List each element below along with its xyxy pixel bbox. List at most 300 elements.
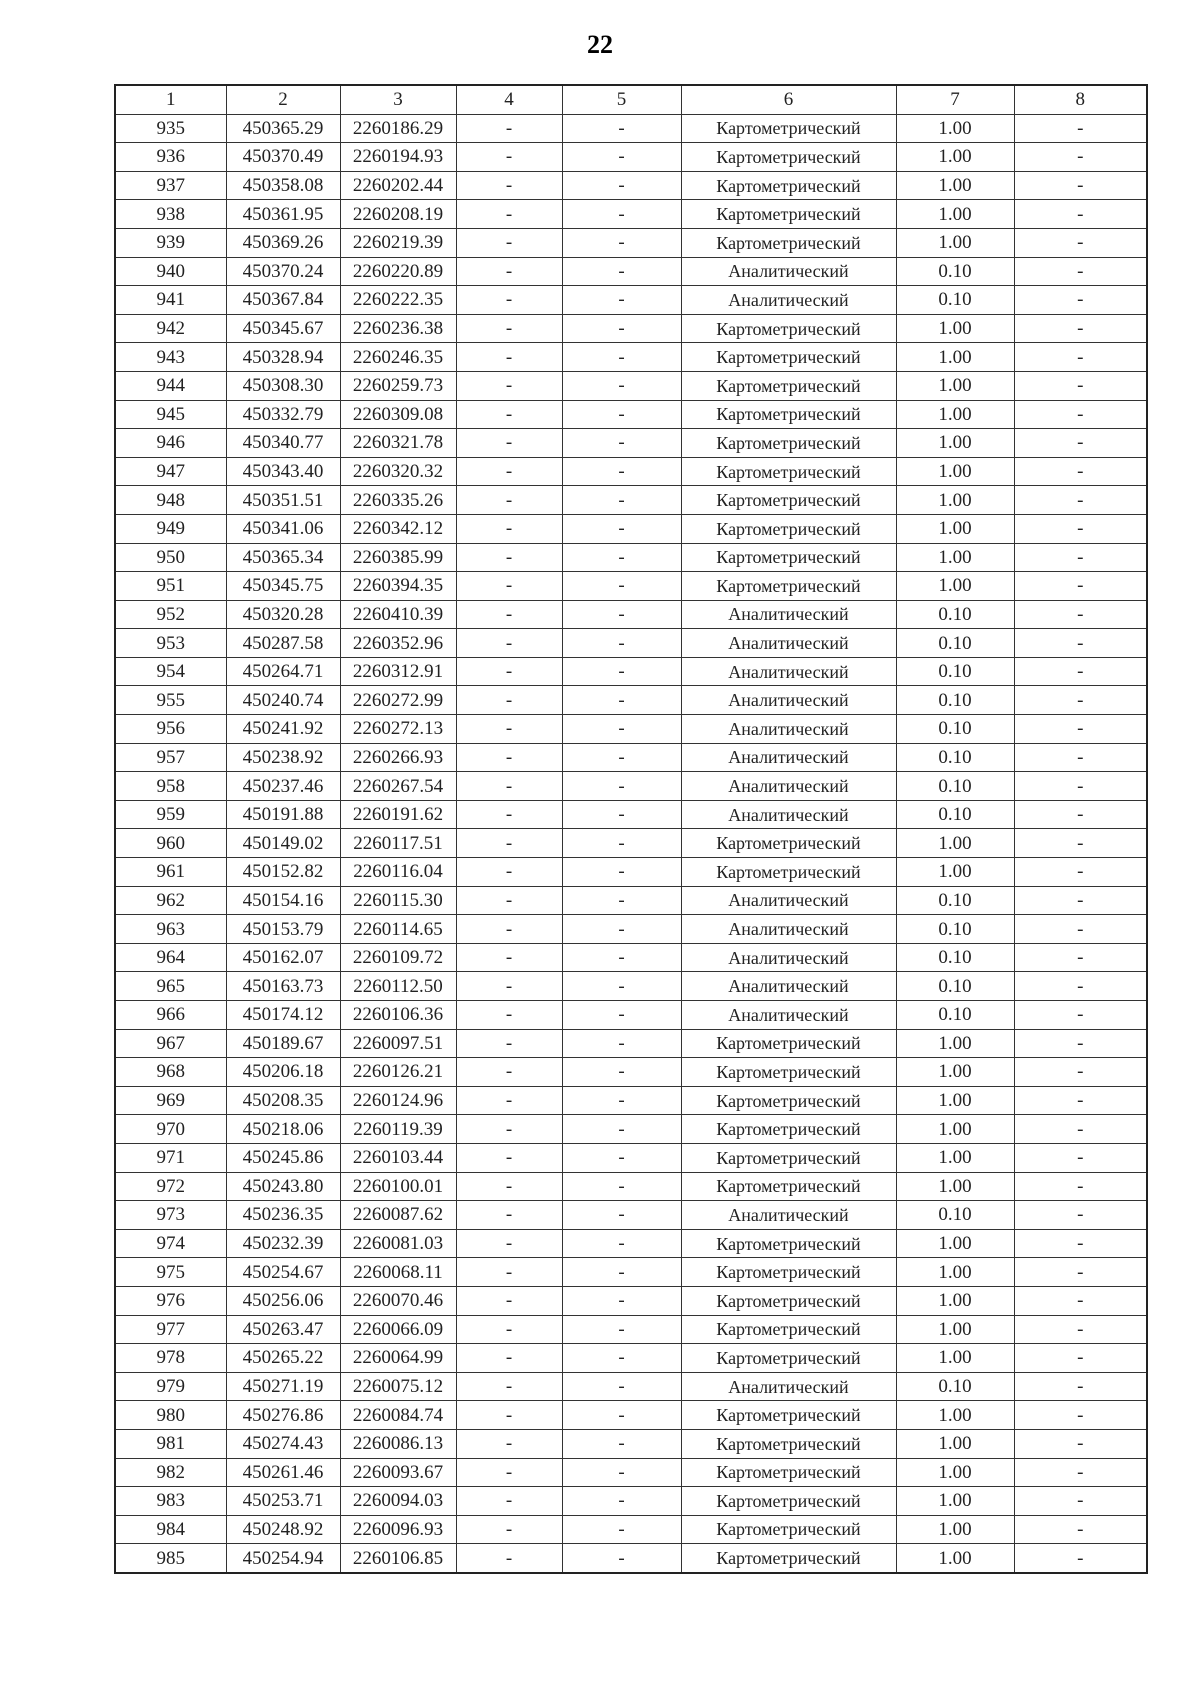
column-4-cell: - bbox=[456, 1258, 562, 1287]
point-number-cell: 957 bbox=[115, 743, 226, 772]
table-row bbox=[115, 1344, 1147, 1373]
accuracy-cell: 1.00 bbox=[896, 1229, 1014, 1258]
method-cell: Картометрический bbox=[681, 1258, 896, 1287]
method-cell: Картометрический bbox=[681, 400, 896, 429]
point-number-cell: 983 bbox=[115, 1487, 226, 1516]
point-number-cell: 976 bbox=[115, 1286, 226, 1315]
y-coordinate-cell: 2260096.93 bbox=[340, 1515, 456, 1544]
x-coordinate-cell: 450343.40 bbox=[226, 457, 340, 486]
accuracy-cell: 1.00 bbox=[896, 543, 1014, 572]
column-4-cell: - bbox=[456, 257, 562, 286]
column-5-cell: - bbox=[562, 1086, 681, 1115]
column-8-cell: - bbox=[1014, 1401, 1147, 1430]
column-4-cell: - bbox=[456, 629, 562, 658]
x-coordinate-cell: 450274.43 bbox=[226, 1429, 340, 1458]
method-cell: Картометрический bbox=[681, 1058, 896, 1087]
point-number-cell: 948 bbox=[115, 486, 226, 515]
column-5-cell: - bbox=[562, 772, 681, 801]
column-5-cell: - bbox=[562, 314, 681, 343]
x-coordinate-cell: 450361.95 bbox=[226, 200, 340, 229]
accuracy-cell: 1.00 bbox=[896, 200, 1014, 229]
column-5-cell: - bbox=[562, 429, 681, 458]
x-coordinate-cell: 450358.08 bbox=[226, 171, 340, 200]
x-coordinate-cell: 450236.35 bbox=[226, 1201, 340, 1230]
column-4-cell: - bbox=[456, 429, 562, 458]
y-coordinate-cell: 2260116.04 bbox=[340, 858, 456, 887]
column-4-cell: - bbox=[456, 600, 562, 629]
y-coordinate-cell: 2260309.08 bbox=[340, 400, 456, 429]
x-coordinate-cell: 450351.51 bbox=[226, 486, 340, 515]
point-number-cell: 980 bbox=[115, 1401, 226, 1430]
method-cell: Картометрический bbox=[681, 371, 896, 400]
method-cell: Аналитический bbox=[681, 1001, 896, 1030]
column-8-cell: - bbox=[1014, 800, 1147, 829]
column-5-cell: - bbox=[562, 171, 681, 200]
column-4-cell: - bbox=[456, 1172, 562, 1201]
point-number-cell: 963 bbox=[115, 915, 226, 944]
x-coordinate-cell: 450237.46 bbox=[226, 772, 340, 801]
point-number-cell: 965 bbox=[115, 972, 226, 1001]
column-4-cell: - bbox=[456, 371, 562, 400]
column-4-cell: - bbox=[456, 114, 562, 143]
point-number-cell: 955 bbox=[115, 686, 226, 715]
accuracy-cell: 0.10 bbox=[896, 657, 1014, 686]
point-number-cell: 979 bbox=[115, 1372, 226, 1401]
column-8-cell: - bbox=[1014, 257, 1147, 286]
y-coordinate-cell: 2260208.19 bbox=[340, 200, 456, 229]
table-row bbox=[115, 1086, 1147, 1115]
accuracy-cell: 1.00 bbox=[896, 514, 1014, 543]
method-cell: Картометрический bbox=[681, 1143, 896, 1172]
column-4-cell: - bbox=[456, 1544, 562, 1573]
column-5-cell: - bbox=[562, 1229, 681, 1258]
point-number-cell: 945 bbox=[115, 400, 226, 429]
column-4-cell: - bbox=[456, 1115, 562, 1144]
y-coordinate-cell: 2260267.54 bbox=[340, 772, 456, 801]
accuracy-cell: 1.00 bbox=[896, 1143, 1014, 1172]
column-8-cell: - bbox=[1014, 886, 1147, 915]
y-coordinate-cell: 2260410.39 bbox=[340, 600, 456, 629]
point-number-cell: 947 bbox=[115, 457, 226, 486]
column-5-cell: - bbox=[562, 200, 681, 229]
method-cell: Картометрический bbox=[681, 1401, 896, 1430]
method-cell: Аналитический bbox=[681, 686, 896, 715]
method-cell: Картометрический bbox=[681, 829, 896, 858]
column-4-cell: - bbox=[456, 200, 562, 229]
column-8-cell: - bbox=[1014, 829, 1147, 858]
y-coordinate-cell: 2260219.39 bbox=[340, 228, 456, 257]
table-row bbox=[115, 943, 1147, 972]
x-coordinate-cell: 450345.75 bbox=[226, 572, 340, 601]
accuracy-cell: 1.00 bbox=[896, 1429, 1014, 1458]
column-header: 5 bbox=[562, 85, 681, 114]
column-header: 3 bbox=[340, 85, 456, 114]
table-row bbox=[115, 1201, 1147, 1230]
column-5-cell: - bbox=[562, 1286, 681, 1315]
x-coordinate-cell: 450367.84 bbox=[226, 286, 340, 315]
column-5-cell: - bbox=[562, 629, 681, 658]
y-coordinate-cell: 2260087.62 bbox=[340, 1201, 456, 1230]
point-number-cell: 939 bbox=[115, 228, 226, 257]
x-coordinate-cell: 450163.73 bbox=[226, 972, 340, 1001]
column-8-cell: - bbox=[1014, 1544, 1147, 1573]
accuracy-cell: 1.00 bbox=[896, 1487, 1014, 1516]
column-5-cell: - bbox=[562, 1315, 681, 1344]
point-number-cell: 944 bbox=[115, 371, 226, 400]
column-5-cell: - bbox=[562, 1401, 681, 1430]
table-row bbox=[115, 629, 1147, 658]
x-coordinate-cell: 450241.92 bbox=[226, 715, 340, 744]
table-row bbox=[115, 143, 1147, 172]
page-number: 22 bbox=[587, 30, 613, 59]
column-8-cell: - bbox=[1014, 143, 1147, 172]
x-coordinate-cell: 450365.34 bbox=[226, 543, 340, 572]
column-5-cell: - bbox=[562, 457, 681, 486]
accuracy-cell: 1.00 bbox=[896, 1029, 1014, 1058]
table-row bbox=[115, 457, 1147, 486]
column-8-cell: - bbox=[1014, 972, 1147, 1001]
table-row bbox=[115, 1001, 1147, 1030]
point-number-cell: 935 bbox=[115, 114, 226, 143]
accuracy-cell: 1.00 bbox=[896, 114, 1014, 143]
column-4-cell: - bbox=[456, 657, 562, 686]
x-coordinate-cell: 450365.29 bbox=[226, 114, 340, 143]
x-coordinate-cell: 450243.80 bbox=[226, 1172, 340, 1201]
table-row bbox=[115, 1058, 1147, 1087]
x-coordinate-cell: 450369.26 bbox=[226, 228, 340, 257]
column-8-cell: - bbox=[1014, 572, 1147, 601]
table-row bbox=[115, 886, 1147, 915]
method-cell: Картометрический bbox=[681, 1544, 896, 1573]
accuracy-cell: 1.00 bbox=[896, 1458, 1014, 1487]
column-8-cell: - bbox=[1014, 1058, 1147, 1087]
table-row bbox=[115, 400, 1147, 429]
accuracy-cell: 1.00 bbox=[896, 572, 1014, 601]
column-8-cell: - bbox=[1014, 715, 1147, 744]
column-8-cell: - bbox=[1014, 1344, 1147, 1373]
x-coordinate-cell: 450341.06 bbox=[226, 514, 340, 543]
accuracy-cell: 0.10 bbox=[896, 286, 1014, 315]
column-4-cell: - bbox=[456, 543, 562, 572]
table-row bbox=[115, 972, 1147, 1001]
x-coordinate-cell: 450208.35 bbox=[226, 1086, 340, 1115]
column-5-cell: - bbox=[562, 657, 681, 686]
x-coordinate-cell: 450340.77 bbox=[226, 429, 340, 458]
x-coordinate-cell: 450271.19 bbox=[226, 1372, 340, 1401]
table-row bbox=[115, 1487, 1147, 1516]
column-5-cell: - bbox=[562, 829, 681, 858]
x-coordinate-cell: 450240.74 bbox=[226, 686, 340, 715]
table-row bbox=[115, 743, 1147, 772]
column-4-cell: - bbox=[456, 514, 562, 543]
y-coordinate-cell: 2260115.30 bbox=[340, 886, 456, 915]
column-8-cell: - bbox=[1014, 1115, 1147, 1144]
table-row bbox=[115, 800, 1147, 829]
x-coordinate-cell: 450254.67 bbox=[226, 1258, 340, 1287]
column-4-cell: - bbox=[456, 1429, 562, 1458]
column-5-cell: - bbox=[562, 1201, 681, 1230]
column-4-cell: - bbox=[456, 1515, 562, 1544]
method-cell: Картометрический bbox=[681, 343, 896, 372]
table-row bbox=[115, 257, 1147, 286]
column-5-cell: - bbox=[562, 1172, 681, 1201]
method-cell: Картометрический bbox=[681, 1286, 896, 1315]
table-row bbox=[115, 1515, 1147, 1544]
column-5-cell: - bbox=[562, 886, 681, 915]
x-coordinate-cell: 450218.06 bbox=[226, 1115, 340, 1144]
y-coordinate-cell: 2260272.99 bbox=[340, 686, 456, 715]
method-cell: Картометрический bbox=[681, 1344, 896, 1373]
column-8-cell: - bbox=[1014, 429, 1147, 458]
point-number-cell: 954 bbox=[115, 657, 226, 686]
y-coordinate-cell: 2260266.93 bbox=[340, 743, 456, 772]
column-5-cell: - bbox=[562, 572, 681, 601]
column-8-cell: - bbox=[1014, 657, 1147, 686]
y-coordinate-cell: 2260075.12 bbox=[340, 1372, 456, 1401]
point-number-cell: 967 bbox=[115, 1029, 226, 1058]
column-8-cell: - bbox=[1014, 1487, 1147, 1516]
x-coordinate-cell: 450206.18 bbox=[226, 1058, 340, 1087]
accuracy-cell: 1.00 bbox=[896, 1286, 1014, 1315]
method-cell: Аналитический bbox=[681, 943, 896, 972]
accuracy-cell: 0.10 bbox=[896, 257, 1014, 286]
method-cell: Картометрический bbox=[681, 1458, 896, 1487]
point-number-cell: 968 bbox=[115, 1058, 226, 1087]
column-8-cell: - bbox=[1014, 915, 1147, 944]
column-4-cell: - bbox=[456, 1029, 562, 1058]
column-8-cell: - bbox=[1014, 1458, 1147, 1487]
column-8-cell: - bbox=[1014, 686, 1147, 715]
column-header: 7 bbox=[896, 85, 1014, 114]
column-5-cell: - bbox=[562, 1429, 681, 1458]
method-cell: Картометрический bbox=[681, 1229, 896, 1258]
column-8-cell: - bbox=[1014, 286, 1147, 315]
column-8-cell: - bbox=[1014, 514, 1147, 543]
table-row bbox=[115, 772, 1147, 801]
column-4-cell: - bbox=[456, 800, 562, 829]
table-row bbox=[115, 371, 1147, 400]
point-number-cell: 981 bbox=[115, 1429, 226, 1458]
table-row bbox=[115, 114, 1147, 143]
column-8-cell: - bbox=[1014, 772, 1147, 801]
y-coordinate-cell: 2260394.35 bbox=[340, 572, 456, 601]
point-number-cell: 964 bbox=[115, 943, 226, 972]
column-5-cell: - bbox=[562, 972, 681, 1001]
column-4-cell: - bbox=[456, 915, 562, 944]
x-coordinate-cell: 450320.28 bbox=[226, 600, 340, 629]
x-coordinate-cell: 450276.86 bbox=[226, 1401, 340, 1430]
method-cell: Картометрический bbox=[681, 1029, 896, 1058]
accuracy-cell: 1.00 bbox=[896, 1544, 1014, 1573]
column-4-cell: - bbox=[456, 400, 562, 429]
method-cell: Аналитический bbox=[681, 772, 896, 801]
method-cell: Картометрический bbox=[681, 429, 896, 458]
column-5-cell: - bbox=[562, 943, 681, 972]
x-coordinate-cell: 450261.46 bbox=[226, 1458, 340, 1487]
accuracy-cell: 0.10 bbox=[896, 972, 1014, 1001]
method-cell: Аналитический bbox=[681, 715, 896, 744]
y-coordinate-cell: 2260086.13 bbox=[340, 1429, 456, 1458]
column-8-cell: - bbox=[1014, 1315, 1147, 1344]
accuracy-cell: 1.00 bbox=[896, 858, 1014, 887]
method-cell: Аналитический bbox=[681, 629, 896, 658]
accuracy-cell: 0.10 bbox=[896, 715, 1014, 744]
x-coordinate-cell: 450370.24 bbox=[226, 257, 340, 286]
table-row bbox=[115, 600, 1147, 629]
y-coordinate-cell: 2260093.67 bbox=[340, 1458, 456, 1487]
column-8-cell: - bbox=[1014, 1229, 1147, 1258]
y-coordinate-cell: 2260202.44 bbox=[340, 171, 456, 200]
table-row bbox=[115, 858, 1147, 887]
column-8-cell: - bbox=[1014, 543, 1147, 572]
method-cell: Картометрический bbox=[681, 514, 896, 543]
column-8-cell: - bbox=[1014, 1086, 1147, 1115]
column-4-cell: - bbox=[456, 1001, 562, 1030]
point-number-cell: 978 bbox=[115, 1344, 226, 1373]
column-5-cell: - bbox=[562, 915, 681, 944]
column-4-cell: - bbox=[456, 1058, 562, 1087]
accuracy-cell: 0.10 bbox=[896, 915, 1014, 944]
table-row bbox=[115, 1286, 1147, 1315]
column-8-cell: - bbox=[1014, 1286, 1147, 1315]
column-4-cell: - bbox=[456, 572, 562, 601]
accuracy-cell: 1.00 bbox=[896, 228, 1014, 257]
column-4-cell: - bbox=[456, 143, 562, 172]
point-number-cell: 936 bbox=[115, 143, 226, 172]
column-4-cell: - bbox=[456, 1344, 562, 1373]
column-8-cell: - bbox=[1014, 457, 1147, 486]
x-coordinate-cell: 450265.22 bbox=[226, 1344, 340, 1373]
x-coordinate-cell: 450254.94 bbox=[226, 1544, 340, 1573]
column-8-cell: - bbox=[1014, 1143, 1147, 1172]
column-5-cell: - bbox=[562, 1487, 681, 1516]
accuracy-cell: 1.00 bbox=[896, 429, 1014, 458]
method-cell: Картометрический bbox=[681, 457, 896, 486]
column-5-cell: - bbox=[562, 286, 681, 315]
y-coordinate-cell: 2260272.13 bbox=[340, 715, 456, 744]
column-8-cell: - bbox=[1014, 1001, 1147, 1030]
table-row bbox=[115, 543, 1147, 572]
column-5-cell: - bbox=[562, 257, 681, 286]
table-row bbox=[115, 1029, 1147, 1058]
point-number-cell: 974 bbox=[115, 1229, 226, 1258]
column-header: 8 bbox=[1014, 85, 1147, 114]
column-8-cell: - bbox=[1014, 114, 1147, 143]
method-cell: Картометрический bbox=[681, 572, 896, 601]
x-coordinate-cell: 450287.58 bbox=[226, 629, 340, 658]
column-5-cell: - bbox=[562, 514, 681, 543]
x-coordinate-cell: 450162.07 bbox=[226, 943, 340, 972]
column-8-cell: - bbox=[1014, 1515, 1147, 1544]
point-number-cell: 943 bbox=[115, 343, 226, 372]
accuracy-cell: 0.10 bbox=[896, 943, 1014, 972]
table-row bbox=[115, 1315, 1147, 1344]
x-coordinate-cell: 450328.94 bbox=[226, 343, 340, 372]
point-number-cell: 940 bbox=[115, 257, 226, 286]
y-coordinate-cell: 2260119.39 bbox=[340, 1115, 456, 1144]
x-coordinate-cell: 450232.39 bbox=[226, 1229, 340, 1258]
y-coordinate-cell: 2260070.46 bbox=[340, 1286, 456, 1315]
table-header-row bbox=[115, 85, 1147, 114]
accuracy-cell: 1.00 bbox=[896, 171, 1014, 200]
accuracy-cell: 1.00 bbox=[896, 371, 1014, 400]
y-coordinate-cell: 2260112.50 bbox=[340, 972, 456, 1001]
y-coordinate-cell: 2260246.35 bbox=[340, 343, 456, 372]
method-cell: Картометрический bbox=[681, 114, 896, 143]
point-number-cell: 951 bbox=[115, 572, 226, 601]
method-cell: Картометрический bbox=[681, 200, 896, 229]
point-number-cell: 942 bbox=[115, 314, 226, 343]
accuracy-cell: 1.00 bbox=[896, 1258, 1014, 1287]
point-number-cell: 937 bbox=[115, 171, 226, 200]
point-number-cell: 958 bbox=[115, 772, 226, 801]
column-header: 2 bbox=[226, 85, 340, 114]
accuracy-cell: 0.10 bbox=[896, 1001, 1014, 1030]
method-cell: Картометрический bbox=[681, 1487, 896, 1516]
column-4-cell: - bbox=[456, 228, 562, 257]
x-coordinate-cell: 450256.06 bbox=[226, 1286, 340, 1315]
column-5-cell: - bbox=[562, 800, 681, 829]
column-5-cell: - bbox=[562, 1115, 681, 1144]
method-cell: Аналитический bbox=[681, 257, 896, 286]
point-number-cell: 950 bbox=[115, 543, 226, 572]
column-5-cell: - bbox=[562, 858, 681, 887]
x-coordinate-cell: 450245.86 bbox=[226, 1143, 340, 1172]
column-8-cell: - bbox=[1014, 629, 1147, 658]
y-coordinate-cell: 2260321.78 bbox=[340, 429, 456, 458]
method-cell: Картометрический bbox=[681, 1429, 896, 1458]
accuracy-cell: 1.00 bbox=[896, 1515, 1014, 1544]
table-row bbox=[115, 343, 1147, 372]
y-coordinate-cell: 2260084.74 bbox=[340, 1401, 456, 1430]
column-8-cell: - bbox=[1014, 371, 1147, 400]
point-number-cell: 985 bbox=[115, 1544, 226, 1573]
accuracy-cell: 1.00 bbox=[896, 1058, 1014, 1087]
y-coordinate-cell: 2260236.38 bbox=[340, 314, 456, 343]
y-coordinate-cell: 2260259.73 bbox=[340, 371, 456, 400]
table-row bbox=[115, 1429, 1147, 1458]
y-coordinate-cell: 2260114.65 bbox=[340, 915, 456, 944]
column-5-cell: - bbox=[562, 543, 681, 572]
x-coordinate-cell: 450189.67 bbox=[226, 1029, 340, 1058]
column-header: 6 bbox=[681, 85, 896, 114]
column-5-cell: - bbox=[562, 228, 681, 257]
column-4-cell: - bbox=[456, 286, 562, 315]
x-coordinate-cell: 450370.49 bbox=[226, 143, 340, 172]
x-coordinate-cell: 450332.79 bbox=[226, 400, 340, 429]
point-number-cell: 975 bbox=[115, 1258, 226, 1287]
table-row bbox=[115, 1229, 1147, 1258]
column-5-cell: - bbox=[562, 486, 681, 515]
column-5-cell: - bbox=[562, 1143, 681, 1172]
table-row bbox=[115, 1115, 1147, 1144]
column-4-cell: - bbox=[456, 886, 562, 915]
method-cell: Картометрический bbox=[681, 1515, 896, 1544]
point-number-cell: 952 bbox=[115, 600, 226, 629]
column-header: 4 bbox=[456, 85, 562, 114]
method-cell: Аналитический bbox=[681, 600, 896, 629]
y-coordinate-cell: 2260124.96 bbox=[340, 1086, 456, 1115]
column-5-cell: - bbox=[562, 400, 681, 429]
point-number-cell: 938 bbox=[115, 200, 226, 229]
column-4-cell: - bbox=[456, 1458, 562, 1487]
column-5-cell: - bbox=[562, 743, 681, 772]
x-coordinate-cell: 450149.02 bbox=[226, 829, 340, 858]
table-row bbox=[115, 1172, 1147, 1201]
column-5-cell: - bbox=[562, 1258, 681, 1287]
column-4-cell: - bbox=[456, 343, 562, 372]
x-coordinate-cell: 450308.30 bbox=[226, 371, 340, 400]
